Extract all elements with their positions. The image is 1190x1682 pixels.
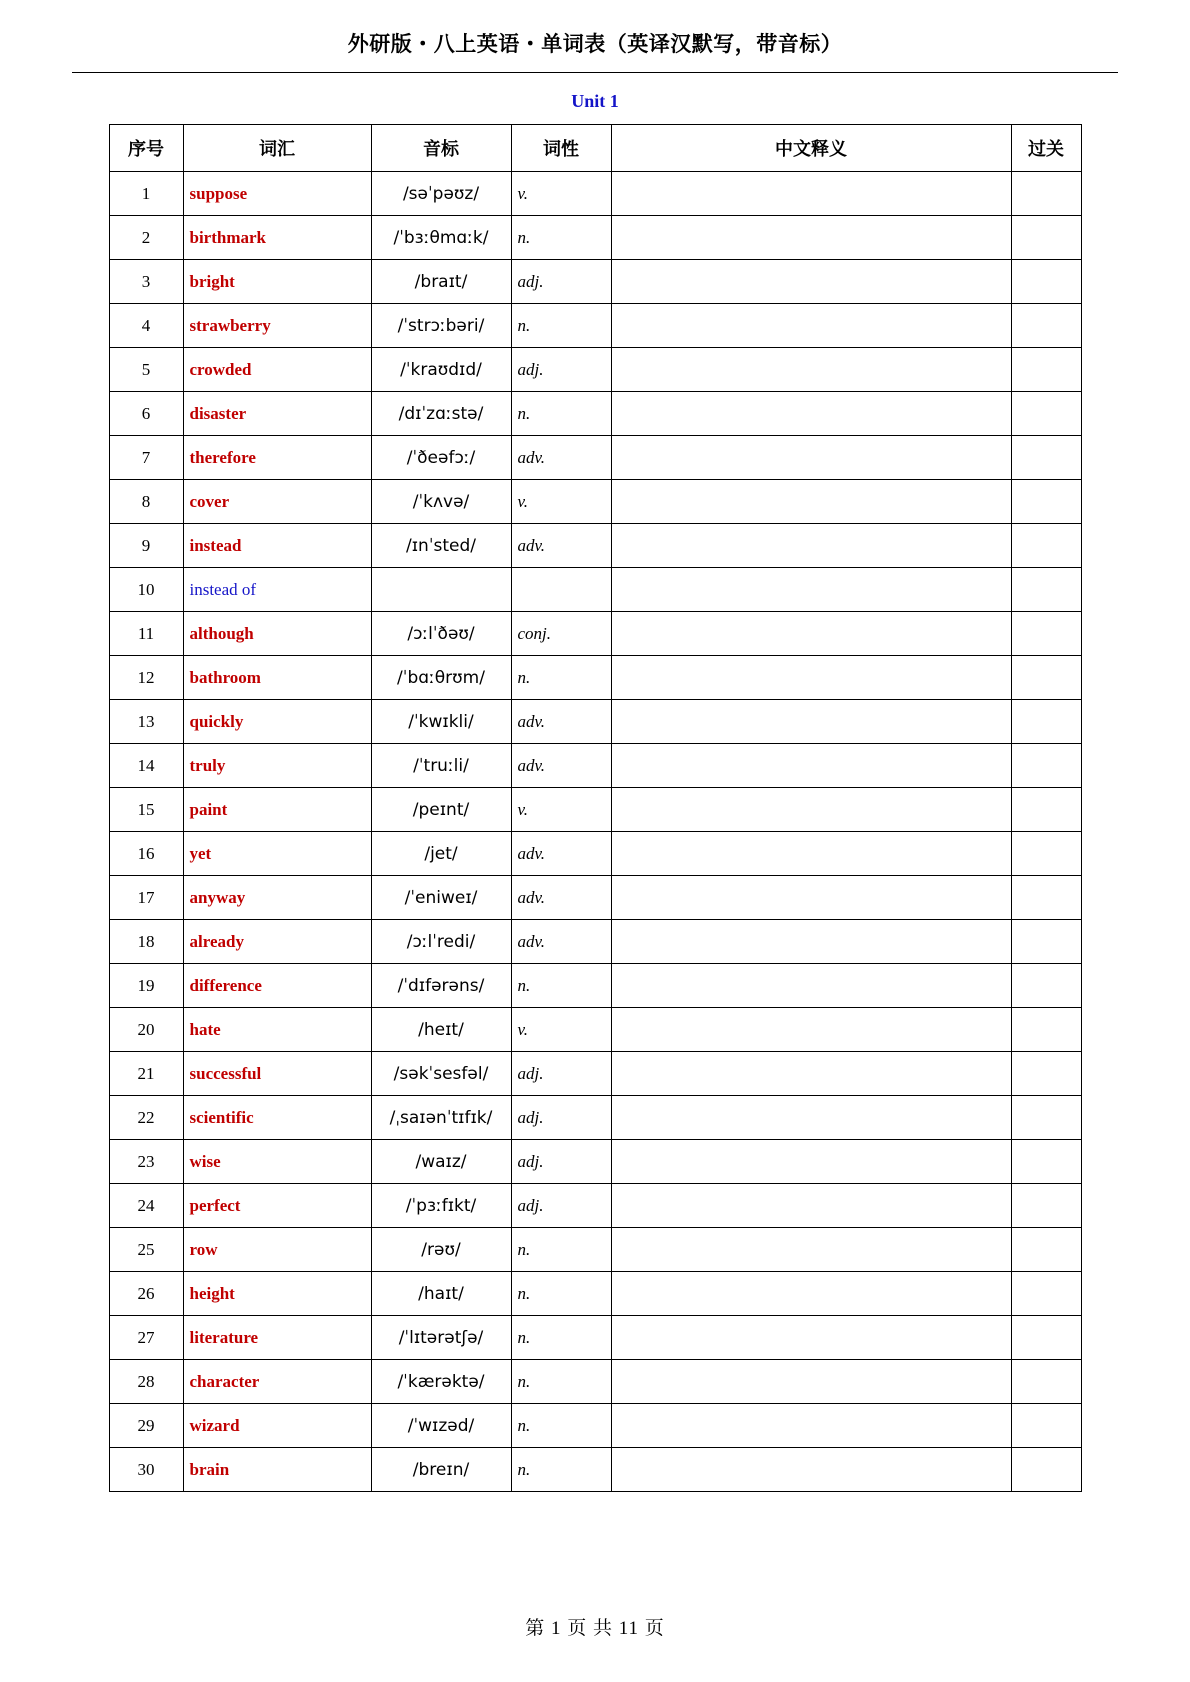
cell-pass[interactable] [1011,744,1081,788]
cell-index: 27 [109,1316,183,1360]
cell-meaning[interactable] [611,348,1011,392]
cell-meaning[interactable] [611,172,1011,216]
cell-pos: n. [511,1228,611,1272]
cell-pass[interactable] [1011,1184,1081,1228]
cell-ipa: /ɔːlˈðəʊ/ [371,612,511,656]
cell-meaning[interactable] [611,1272,1011,1316]
cell-meaning[interactable] [611,700,1011,744]
cell-ipa: /breɪn/ [371,1448,511,1492]
cell-meaning[interactable] [611,788,1011,832]
cell-pass[interactable] [1011,832,1081,876]
cell-word: wizard [183,1404,371,1448]
cell-meaning[interactable] [611,216,1011,260]
cell-pass[interactable] [1011,348,1081,392]
table-row [109,920,1081,964]
table-row [109,304,1081,348]
table-row [109,1096,1081,1140]
table-row [109,348,1081,392]
cell-pos: adv. [511,436,611,480]
cell-pass[interactable] [1011,1228,1081,1272]
cell-word: truly [183,744,371,788]
cell-pass[interactable] [1011,700,1081,744]
cell-meaning[interactable] [611,304,1011,348]
column-header-ipa: 音标 [371,125,511,172]
cell-pos: v. [511,1008,611,1052]
cell-ipa: /peɪnt/ [371,788,511,832]
cell-pass[interactable] [1011,436,1081,480]
cell-ipa: /ˈbɑːθrʊm/ [371,656,511,700]
cell-ipa: /səˈpəʊz/ [371,172,511,216]
cell-pass[interactable] [1011,304,1081,348]
cell-ipa: /ɔːlˈredi/ [371,920,511,964]
cell-pos: v. [511,480,611,524]
cell-ipa: /ˌsaɪənˈtɪfɪk/ [371,1096,511,1140]
cell-index: 22 [109,1096,183,1140]
column-header-pos: 词性 [511,125,611,172]
page-title: 外研版・八上英语・单词表（英译汉默写，带音标） [347,32,843,56]
cell-index: 6 [109,392,183,436]
cell-index: 19 [109,964,183,1008]
cell-pos: adj. [511,1184,611,1228]
cell-word: instead [183,524,371,568]
cell-index: 17 [109,876,183,920]
cell-pass[interactable] [1011,524,1081,568]
table-row [109,1140,1081,1184]
table-row [109,436,1081,480]
column-header-meaning: 中文释义 [611,125,1011,172]
cell-index: 5 [109,348,183,392]
cell-pass[interactable] [1011,568,1081,612]
cell-pos: n. [511,1404,611,1448]
cell-meaning[interactable] [611,832,1011,876]
cell-index: 2 [109,216,183,260]
table-row [109,1008,1081,1052]
cell-pass[interactable] [1011,1140,1081,1184]
table-row [109,172,1081,216]
cell-pos: n. [511,304,611,348]
table-row [109,612,1081,656]
cell-word: literature [183,1316,371,1360]
cell-ipa: /braɪt/ [371,260,511,304]
cell-word: cover [183,480,371,524]
cell-pass[interactable] [1011,480,1081,524]
cell-pos: n. [511,1316,611,1360]
cell-pass[interactable] [1011,1272,1081,1316]
cell-word: disaster [183,392,371,436]
cell-index: 29 [109,1404,183,1448]
table-row [109,832,1081,876]
cell-meaning[interactable] [611,920,1011,964]
cell-meaning[interactable] [611,480,1011,524]
page-footer: 第 1 页 共 11 页 [525,1618,665,1639]
cell-index: 1 [109,172,183,216]
column-header-pass: 过关 [1011,125,1081,172]
cell-pass[interactable] [1011,392,1081,436]
cell-pos: adj. [511,1096,611,1140]
table-row [109,656,1081,700]
cell-index: 16 [109,832,183,876]
cell-word: difference [183,964,371,1008]
cell-meaning[interactable] [611,1140,1011,1184]
cell-meaning[interactable] [611,524,1011,568]
cell-index: 7 [109,436,183,480]
cell-word: strawberry [183,304,371,348]
cell-pos: n. [511,964,611,1008]
cell-meaning[interactable] [611,1448,1011,1492]
cell-ipa: /ˈðeəfɔː/ [371,436,511,480]
column-header-word: 词汇 [183,125,371,172]
cell-ipa: /ˈeniweɪ/ [371,876,511,920]
title-divider [72,72,1118,73]
cell-index: 10 [109,568,183,612]
cell-word: scientific [183,1096,371,1140]
cell-pos: n. [511,656,611,700]
cell-index: 12 [109,656,183,700]
cell-meaning[interactable] [611,568,1011,612]
cell-index: 3 [109,260,183,304]
cell-index: 23 [109,1140,183,1184]
cell-pass[interactable] [1011,656,1081,700]
cell-index: 24 [109,1184,183,1228]
cell-word: perfect [183,1184,371,1228]
cell-pos: adj. [511,1052,611,1096]
cell-word: anyway [183,876,371,920]
table-row [109,1360,1081,1404]
cell-meaning[interactable] [611,876,1011,920]
table-row [109,480,1081,524]
cell-word: yet [183,832,371,876]
cell-index: 14 [109,744,183,788]
table-row [109,1184,1081,1228]
cell-word: hate [183,1008,371,1052]
cell-pos: n. [511,1272,611,1316]
cell-word: instead of [183,568,371,612]
cell-ipa: /rəʊ/ [371,1228,511,1272]
cell-pos [511,568,611,612]
cell-ipa: /ˈkʌvə/ [371,480,511,524]
cell-meaning[interactable] [611,744,1011,788]
cell-pos: adv. [511,700,611,744]
table-row [109,1448,1081,1492]
cell-meaning[interactable] [611,1052,1011,1096]
cell-meaning[interactable] [611,1096,1011,1140]
cell-pos: n. [511,392,611,436]
cell-pass[interactable] [1011,216,1081,260]
table-row [109,392,1081,436]
cell-ipa: /ˈkraʊdɪd/ [371,348,511,392]
cell-pos: v. [511,172,611,216]
cell-ipa: /səkˈsesfəl/ [371,1052,511,1096]
cell-pos: adj. [511,348,611,392]
table-row [109,1052,1081,1096]
cell-ipa: /ˈtruːli/ [371,744,511,788]
cell-pos: conj. [511,612,611,656]
cell-word: birthmark [183,216,371,260]
cell-pos: n. [511,1360,611,1404]
cell-index: 9 [109,524,183,568]
cell-ipa: /ɪnˈsted/ [371,524,511,568]
cell-pass[interactable] [1011,172,1081,216]
cell-meaning[interactable] [611,612,1011,656]
table-row [109,524,1081,568]
cell-pass[interactable] [1011,1448,1081,1492]
table-row [109,744,1081,788]
cell-meaning[interactable] [611,1404,1011,1448]
cell-pos: adv. [511,832,611,876]
cell-pass[interactable] [1011,1008,1081,1052]
table-row [109,216,1081,260]
vocabulary-table [109,124,1082,1492]
cell-ipa [371,568,511,612]
cell-index: 15 [109,788,183,832]
cell-meaning[interactable] [611,1184,1011,1228]
cell-index: 8 [109,480,183,524]
cell-index: 25 [109,1228,183,1272]
cell-pass[interactable] [1011,1404,1081,1448]
cell-index: 4 [109,304,183,348]
cell-ipa: /ˈkwɪkli/ [371,700,511,744]
unit-heading: Unit 1 [571,91,619,111]
cell-ipa: /ˈpɜːfɪkt/ [371,1184,511,1228]
cell-pass[interactable] [1011,964,1081,1008]
cell-meaning[interactable] [611,436,1011,480]
cell-pass[interactable] [1011,920,1081,964]
cell-index: 20 [109,1008,183,1052]
cell-pos: v. [511,788,611,832]
cell-word: successful [183,1052,371,1096]
cell-pos: adj. [511,260,611,304]
cell-pos: adj. [511,1140,611,1184]
cell-index: 30 [109,1448,183,1492]
cell-pos: adv. [511,744,611,788]
cell-ipa: /ˈkærəktə/ [371,1360,511,1404]
cell-ipa: /waɪz/ [371,1140,511,1184]
cell-word: brain [183,1448,371,1492]
cell-ipa: /heɪt/ [371,1008,511,1052]
cell-word: bathroom [183,656,371,700]
table-row [109,964,1081,1008]
cell-pass[interactable] [1011,1316,1081,1360]
table-row [109,1404,1081,1448]
cell-index: 21 [109,1052,183,1096]
cell-pass[interactable] [1011,260,1081,304]
cell-pos: adv. [511,920,611,964]
cell-word: suppose [183,172,371,216]
table-row [109,568,1081,612]
cell-pass[interactable] [1011,788,1081,832]
cell-pos: adv. [511,524,611,568]
table-row [109,1272,1081,1316]
cell-pass[interactable] [1011,1360,1081,1404]
cell-pass[interactable] [1011,876,1081,920]
cell-ipa: /haɪt/ [371,1272,511,1316]
cell-word: quickly [183,700,371,744]
cell-index: 28 [109,1360,183,1404]
cell-ipa: /ˈwɪzəd/ [371,1404,511,1448]
cell-pass[interactable] [1011,1096,1081,1140]
cell-meaning[interactable] [611,1360,1011,1404]
cell-word: although [183,612,371,656]
cell-ipa: /ˈstrɔːbəri/ [371,304,511,348]
cell-meaning[interactable] [611,1316,1011,1360]
cell-meaning[interactable] [611,1228,1011,1272]
cell-word: therefore [183,436,371,480]
cell-word: already [183,920,371,964]
cell-index: 13 [109,700,183,744]
cell-ipa: /ˈdɪfərəns/ [371,964,511,1008]
cell-word: height [183,1272,371,1316]
cell-meaning[interactable] [611,1008,1011,1052]
cell-ipa: /jet/ [371,832,511,876]
table-row [109,260,1081,304]
cell-meaning[interactable] [611,260,1011,304]
cell-pass[interactable] [1011,612,1081,656]
cell-word: bright [183,260,371,304]
table-row [109,1316,1081,1360]
table-row [109,1228,1081,1272]
cell-pos: n. [511,1448,611,1492]
cell-index: 26 [109,1272,183,1316]
cell-word: crowded [183,348,371,392]
cell-word: paint [183,788,371,832]
cell-ipa: /ˈlɪtərətʃə/ [371,1316,511,1360]
table-row [109,876,1081,920]
column-header-index: 序号 [109,125,183,172]
cell-index: 18 [109,920,183,964]
cell-pos: n. [511,216,611,260]
cell-meaning[interactable] [611,964,1011,1008]
cell-ipa: /dɪˈzɑːstə/ [371,392,511,436]
cell-pass[interactable] [1011,1052,1081,1096]
cell-word: row [183,1228,371,1272]
table-row [109,788,1081,832]
table-header-row [109,125,1081,172]
cell-meaning[interactable] [611,392,1011,436]
cell-word: wise [183,1140,371,1184]
cell-word: character [183,1360,371,1404]
cell-index: 11 [109,612,183,656]
cell-pos: adv. [511,876,611,920]
cell-ipa: /ˈbɜːθmɑːk/ [371,216,511,260]
cell-meaning[interactable] [611,656,1011,700]
table-row [109,700,1081,744]
